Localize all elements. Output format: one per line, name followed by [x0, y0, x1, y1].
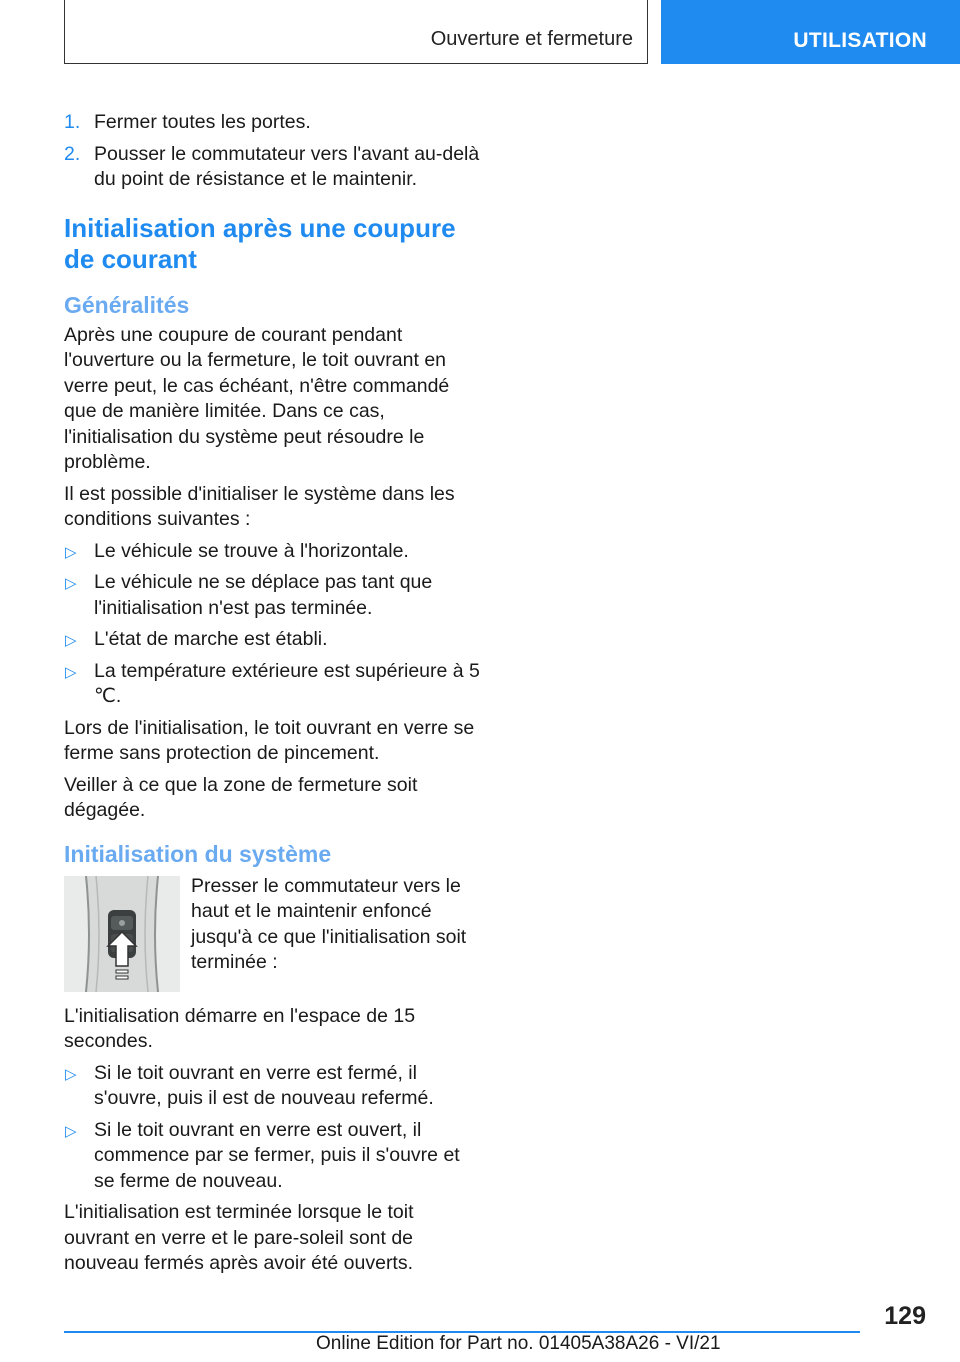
figure-block: [64, 874, 480, 992]
triangle-right-icon: ▷: [65, 575, 77, 592]
step-item: [64, 110, 480, 136]
roof-switch-icon: [64, 876, 180, 992]
step-text: Fermer toutes les portes.: [94, 111, 311, 133]
result-text: Si le toit ouvrant en verre est fermé, il s'ouvre, puis il est de nouveau refermé.: [94, 1061, 434, 1109]
edition-info: Online Edition for Part no. 01405A38A26 - VI/21: [316, 1333, 721, 1354]
condition-item: [64, 627, 480, 653]
roof-switch-illustration: [64, 876, 180, 992]
triangle-right-icon: ▷: [65, 543, 77, 561]
paragraph: Après une coupure de courant pendant l'ouverture ou la fermeture, le toit ouvrant en verre peut, le cas échéant, n'être commandé que de manière limitée. Dans ce cas, l'initialisation du système peut résoudre le problème.: [64, 323, 450, 473]
condition-item: [64, 659, 480, 710]
triangle-right-icon: ▷: [65, 1122, 77, 1140]
heading-initialisation-power-cut: Initialisation après une coupure de courant: [64, 212, 456, 274]
step-number: 2.: [64, 142, 81, 165]
chapter-title: Ouverture et fermeture: [430, 28, 633, 50]
heading-general: Généralités: [64, 291, 190, 318]
step-item: [64, 142, 480, 193]
step-number: 1.: [64, 111, 81, 133]
condition-item: [64, 570, 480, 621]
heading-system-initialisation: Initialisation du système: [64, 840, 332, 867]
result-text: Si le toit ouvrant en verre est ouvert, il commence par se fermer, puis il s'ouvre et se ferme de nouveau.: [94, 1118, 460, 1192]
figure-caption-text: Presser le commutateur vers le haut et le maintenir enfoncé jusqu'à ce que l'initialisation soit terminée :: [191, 874, 467, 973]
condition-text: L'état de marche est établi.: [94, 628, 328, 650]
triangle-right-icon: ▷: [65, 632, 77, 649]
paragraph: L'initialisation démarre en l'espace de 15 secondes.: [64, 1004, 416, 1052]
header-chapter-box: [64, 0, 648, 64]
main-content: [64, 110, 480, 1283]
section-title: UTILISATION: [793, 29, 927, 52]
paragraph: Lors de l'initialisation, le toit ouvrant en verre se ferme sans protection de pincement.: [64, 716, 475, 764]
page-number: 129: [884, 1302, 926, 1330]
condition-text: Le véhicule se trouve à l'horizontale.: [94, 539, 409, 562]
result-item: [64, 1118, 480, 1195]
paragraph: L'initialisation est terminée lorsque le toit ouvrant en verre et le pare-soleil sont de nouveau fermés après avoir été ouverts.: [64, 1201, 414, 1274]
paragraph: Il est possible d'initialiser le système dans les conditions suivantes :: [64, 482, 455, 530]
condition-item: [64, 539, 480, 565]
triangle-right-icon: ▷: [65, 1065, 77, 1083]
triangle-right-icon: ▷: [65, 663, 77, 681]
paragraph: Veiller à ce que la zone de fermeture soit dégagée.: [64, 773, 418, 821]
header-section-tab: [661, 0, 960, 64]
condition-text: La température extérieure est supérieure à 5 ℃.: [94, 659, 480, 707]
result-item: [64, 1061, 480, 1112]
condition-text: Le véhicule ne se déplace pas tant que l'initialisation n'est pas terminée.: [94, 571, 433, 619]
step-text: Pousser le commutateur vers l'avant au-delà du point de résistance et le maintenir.: [94, 142, 480, 190]
